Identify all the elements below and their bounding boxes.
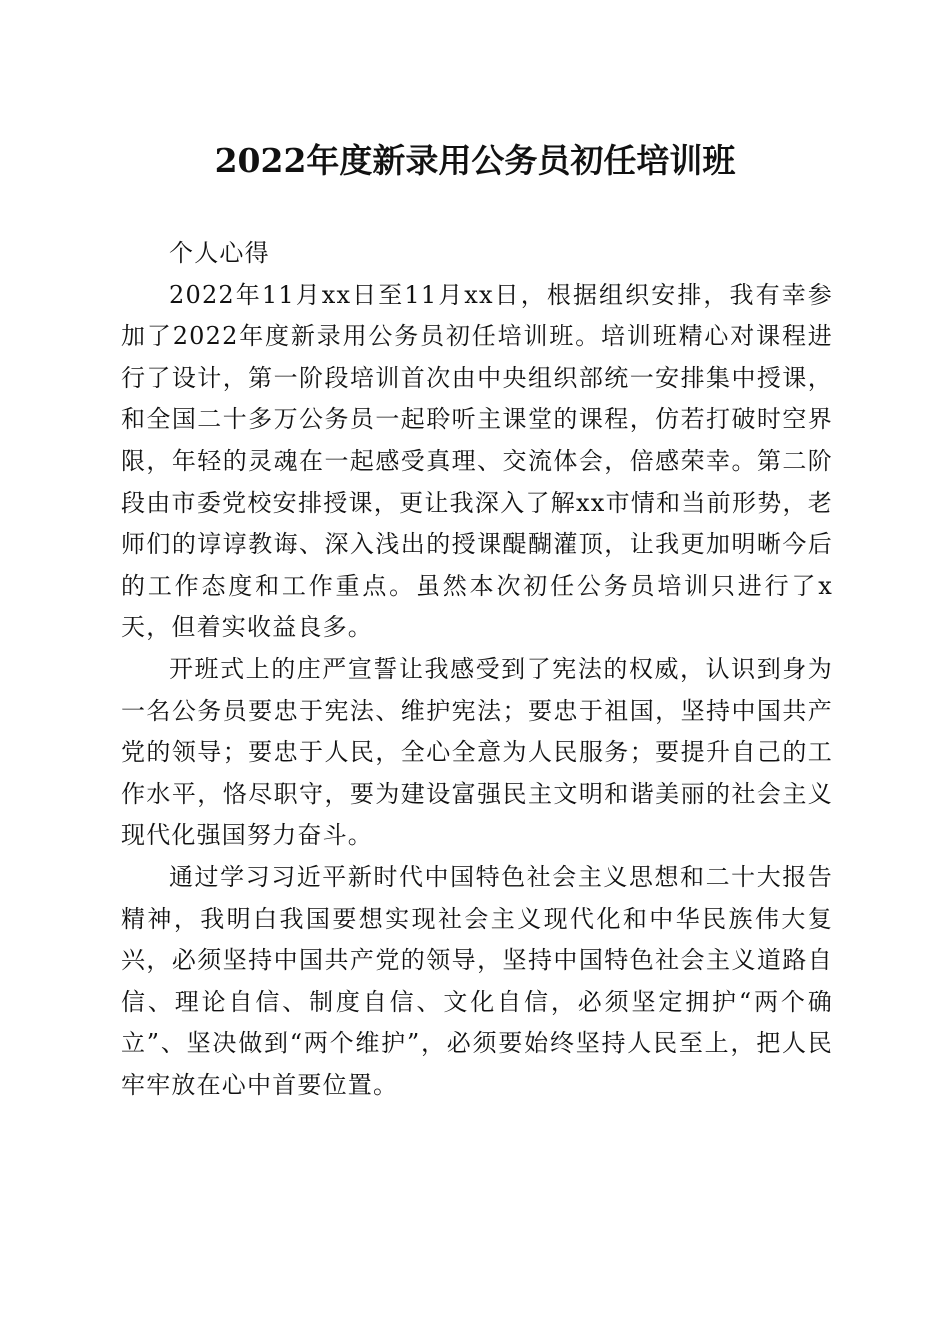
document-body — [121, 233, 833, 1106]
paragraph-2: 开班式上的庄严宣誓让我感受到了宪法的权威，认识到身为一名公务员要忠于宪法、维护宪法；要忠于祖国，坚持中国共产党的领导；要忠于人民，全心全意为人民服务；要提升自己的工作水平，恪尽职守，要为建设富强民主文明和谐美丽的社会主义现代化强国努力奋斗。 — [121, 654, 833, 850]
paragraph-3: 通过学习习近平新时代中国特色社会主义思想和二十大报告精神，我明白我国要想实现社会主义现代化和中华民族伟大复兴，必须坚持中国共产党的领导，坚持中国特色社会主义道路自信、理论自信、制度自信、文化自信，必须坚定拥护“两个确立”、坚决做到“两个维护”，必须要始终坚持人民至上，把人民牢牢放在心中首要位置。 — [121, 862, 833, 1099]
document-title: 2022年度新录用公务员初任培训班 — [214, 141, 736, 180]
paragraph-1: 2022年11月xx日至11月xx日，根据组织安排，我有幸参加了2022年度新录用公务员初任培训班。培训班精心对课程进行了设计，第一阶段培训首次由中央组织部统一安排集中授课，和全国二十多万公务员一起聆听主课堂的课程，仿若打破时空界限，年轻的灵魂在一起感受真理、交流体会，倍感荣幸。第二阶段由市委党校安排授课，更让我深入了解xx市情和当前形势，老师们的谆谆教诲、深入浅出的授课醍醐灌顶，让我更加明晰今后的工作态度和工作重点。虽然本次初任公务员培训只进行了x天，但着实收益良多。 — [121, 280, 833, 642]
paragraph-heading: 个人心得 — [169, 239, 270, 267]
